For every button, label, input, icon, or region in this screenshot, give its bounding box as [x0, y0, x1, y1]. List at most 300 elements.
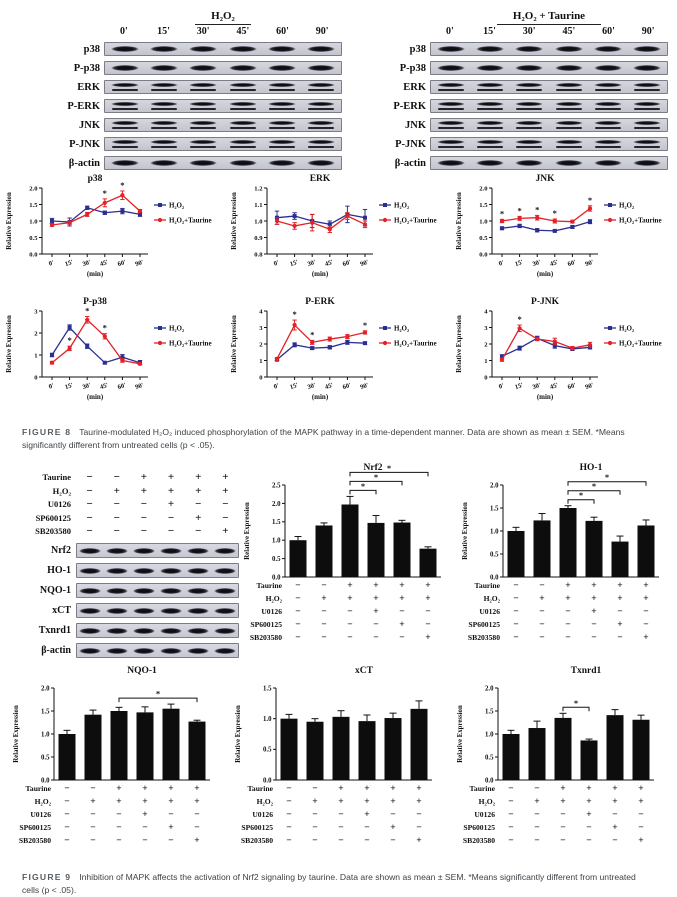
x-tick-label: 30': [531, 258, 542, 269]
protein-band: [555, 102, 583, 106]
timepoint-label: 30': [196, 26, 210, 37]
series-line: [52, 208, 140, 222]
treatment-sign: −: [508, 783, 514, 794]
figure8-blot-panels: [0, 0, 675, 172]
figure8-caption-label: FIGURE 8: [22, 427, 72, 437]
bar: [607, 715, 624, 780]
data-point: [293, 323, 297, 327]
data-point: [85, 206, 89, 210]
blot-row: [50, 137, 342, 151]
line-chart-p-jnk: [452, 295, 677, 418]
figure9-caption-label: FIGURE 9: [22, 871, 72, 882]
treatment-sign: +: [390, 796, 396, 807]
legend-marker: [383, 341, 387, 345]
treatment-sign: +: [116, 796, 122, 807]
treatment-sign: −: [90, 809, 96, 820]
treatment-sign: +: [338, 796, 344, 807]
treatment-sign: +: [643, 593, 649, 604]
treatment-sign: +: [416, 796, 422, 807]
treatment-label: Taurine: [469, 783, 495, 793]
y-tick-label: 0.5: [263, 746, 272, 754]
bar: [534, 520, 551, 577]
treatment-label: U0126: [30, 809, 51, 819]
treatment-label: H₂O₂: [34, 796, 51, 806]
protein-band: [555, 140, 583, 144]
protein-band: [515, 46, 543, 52]
protein-band: [160, 628, 182, 634]
sig-bracket: [350, 472, 428, 476]
y-tick-label: 0.5: [29, 234, 38, 242]
bar-chart-txnrd1: [452, 662, 674, 863]
y-tick-label: 1.1: [254, 201, 263, 209]
data-point: [363, 341, 367, 345]
treatment-sign: +: [560, 796, 566, 807]
data-point: [68, 221, 72, 225]
treatment-sign: −: [64, 822, 70, 833]
line-chart-svg: [2, 172, 226, 290]
protein-band: [594, 83, 622, 87]
legend-marker: [608, 326, 612, 330]
treatment-sign: +: [612, 783, 618, 794]
treatment-sign: −: [142, 835, 148, 846]
blot-strip: [76, 563, 239, 578]
data-point: [120, 209, 124, 213]
treatment-label: SP600125: [463, 822, 495, 832]
data-point: [293, 224, 297, 228]
chart-title: ERK: [309, 174, 331, 184]
treatment-sign: −: [425, 606, 431, 617]
treatment-sign: −: [295, 606, 301, 617]
data-point: [138, 362, 142, 366]
y-tick-label: 3: [34, 308, 38, 316]
x-axis-label: (min): [86, 393, 104, 401]
bar: [359, 721, 376, 780]
bar: [163, 708, 180, 779]
y-tick-label: 0.0: [29, 251, 38, 259]
protein-band: [160, 568, 182, 574]
protein-band: [111, 102, 139, 106]
bar: [638, 525, 655, 577]
timepoint-label: 45': [236, 26, 250, 37]
protein-band: [476, 83, 504, 87]
protein-band: [268, 121, 296, 125]
treatment-sign: +: [565, 593, 571, 604]
treatment-sign: −: [64, 809, 70, 820]
blot-row: [376, 118, 668, 132]
treatment-sign: +: [194, 783, 200, 794]
protein-band: [633, 160, 661, 166]
protein-label: p38: [83, 43, 100, 55]
protein-band: [133, 648, 155, 654]
protein-band: [437, 102, 465, 106]
legend-marker: [158, 203, 162, 207]
sig-bracket: [568, 481, 646, 485]
data-point: [103, 211, 107, 215]
x-tick-label: 30': [531, 381, 542, 392]
blot-strip: [430, 42, 668, 56]
treatment-sign: +: [321, 593, 327, 604]
treatment-label: SP600125: [35, 512, 71, 523]
treatment-sign: −: [347, 606, 353, 617]
figure8-line-charts-row2: [0, 295, 675, 418]
treatment-sign: +: [399, 593, 405, 604]
protein-band: [111, 121, 139, 125]
data-point: [553, 339, 557, 343]
protein-label: Txnrd1: [38, 625, 71, 637]
treatment-sign: −: [167, 511, 175, 524]
treatment-sign: +: [612, 796, 618, 807]
protein-band: [633, 121, 661, 125]
treatment-label: SP600125: [241, 822, 273, 832]
protein-band: [187, 608, 209, 614]
treatment-sign: +: [168, 796, 174, 807]
protein-band: [189, 46, 217, 52]
blot-row: [14, 603, 239, 618]
protein-band: [187, 628, 209, 634]
axes: [54, 688, 210, 780]
protein-band: [189, 65, 217, 71]
protein-band: [150, 102, 178, 106]
treatment-sign: −: [586, 822, 592, 833]
bar-chart-svg: [452, 662, 670, 858]
protein-band: [307, 140, 335, 144]
blot-row: [376, 99, 668, 113]
treatment-sign: −: [416, 822, 422, 833]
blot-header: [104, 8, 342, 25]
sig-asterisk: *: [591, 480, 597, 491]
blot-strip: [104, 118, 342, 132]
blot-row: [14, 643, 239, 658]
treatment-label: H₂O₂: [483, 593, 500, 603]
treatment-sign: +: [390, 822, 396, 833]
protein-band: [268, 46, 296, 52]
y-tick-label: 1.0: [41, 731, 50, 739]
protein-band: [515, 102, 543, 106]
y-tick-label: 0.0: [263, 777, 272, 785]
protein-label: p38: [409, 43, 426, 55]
treatment-sign: +: [534, 796, 540, 807]
axes: [267, 311, 373, 377]
sig-asterisk: *: [310, 329, 315, 340]
protein-band: [555, 160, 583, 166]
x-tick-label: 60': [341, 258, 353, 269]
blot-panel-h2o2-taurine: [376, 8, 668, 170]
data-point: [363, 216, 367, 220]
series-line: [52, 320, 140, 364]
blot-timepoints: [104, 26, 342, 37]
bar: [508, 531, 525, 577]
treatment-sign: −: [222, 498, 229, 511]
protein-label: ERK: [403, 81, 426, 93]
treatment-sign: +: [364, 809, 370, 820]
y-tick-label: 1.0: [254, 218, 263, 226]
protein-band: [633, 65, 661, 71]
x-tick-label: 15': [514, 381, 525, 392]
bar-chart-svg: [457, 459, 675, 655]
protein-band: [307, 65, 335, 71]
protein-band: [111, 65, 139, 71]
treatment-sign: +: [140, 471, 148, 484]
x-axis-label: (min): [311, 270, 329, 278]
protein-band: [111, 83, 139, 87]
protein-band: [79, 628, 101, 634]
protein-band: [106, 608, 128, 614]
data-point: [50, 223, 54, 227]
treatment-sign: +: [617, 619, 623, 630]
sig-asterisk: *: [535, 204, 540, 215]
protein-band: [594, 140, 622, 144]
y-tick-label: 1.0: [29, 218, 38, 226]
data-point: [588, 220, 592, 224]
sig-asterisk: *: [67, 335, 72, 346]
treatment-sign: +: [347, 580, 353, 591]
timepoint-label: 60': [602, 26, 615, 37]
protein-band: [189, 160, 217, 166]
blot-strip: [430, 61, 668, 75]
bar: [411, 708, 428, 779]
data-point: [535, 216, 539, 220]
protein-label: ERK: [77, 81, 100, 93]
blot-row: [376, 61, 668, 75]
y-tick-label: 3: [259, 324, 263, 332]
treatment-sign: −: [286, 822, 292, 833]
data-point: [103, 361, 107, 365]
treatment-sign: −: [312, 822, 318, 833]
treatment-sign: −: [508, 809, 514, 820]
data-point: [328, 345, 332, 349]
treatment-sign: +: [539, 593, 545, 604]
x-tick-label: 90': [584, 381, 595, 392]
treatment-sign: +: [565, 580, 571, 591]
line-chart-p38: [2, 172, 227, 295]
x-tick-label: 60': [566, 258, 578, 269]
protein-band: [229, 121, 257, 125]
sig-bracket: [350, 481, 402, 485]
timepoint-label: 0': [119, 26, 128, 37]
data-point: [518, 326, 522, 330]
chart-title: p38: [87, 174, 103, 184]
data-point: [328, 337, 332, 341]
protein-band: [150, 140, 178, 144]
bar: [503, 734, 520, 780]
data-point: [85, 318, 89, 322]
protein-band: [633, 102, 661, 106]
legend-marker: [383, 218, 387, 222]
blot-row: [50, 61, 342, 75]
x-tick-label: 45': [99, 258, 110, 269]
treatment-sign: +: [338, 783, 344, 794]
x-tick-label: 90': [134, 381, 145, 392]
y-tick-label: 1.0: [272, 537, 281, 545]
axes: [276, 688, 432, 780]
protein-band: [437, 160, 465, 166]
treatment-label: H₂O₂: [52, 485, 71, 496]
chart-title: P-ERK: [305, 297, 335, 307]
data-point: [103, 201, 107, 205]
treatment-sign: +: [399, 619, 405, 630]
bar: [333, 716, 350, 779]
line-chart-svg: [227, 172, 451, 290]
bar: [342, 504, 359, 576]
treatment-sign: +: [390, 783, 396, 794]
blot-strip: [104, 80, 342, 94]
sig-asterisk: *: [292, 309, 297, 320]
y-tick-label: 1.0: [263, 715, 272, 723]
data-point: [588, 343, 592, 347]
treatment-sign: +: [591, 593, 597, 604]
treatment-sign: −: [295, 619, 301, 630]
treatment-sign: −: [364, 835, 370, 846]
x-tick-label: 60': [116, 258, 128, 269]
blot-row: [376, 156, 668, 170]
protein-band: [189, 140, 217, 144]
protein-band: [160, 608, 182, 614]
treatment-sign: −: [513, 580, 519, 591]
protein-label: P-p38: [73, 62, 100, 74]
protein-band: [268, 102, 296, 106]
y-tick-label: 1: [34, 352, 38, 360]
protein-band: [111, 46, 139, 52]
y-axis-label: Relative Expression: [456, 192, 463, 250]
legend-marker: [158, 341, 162, 345]
timepoint-label: 60': [276, 26, 289, 37]
blot-strip: [76, 603, 239, 618]
treatment-sign: −: [321, 619, 327, 630]
protein-band: [437, 83, 465, 87]
treatment-sign: −: [286, 796, 292, 807]
treatment-sign: +: [312, 796, 318, 807]
sig-bracket: [568, 499, 594, 503]
protein-band: [79, 548, 101, 554]
treatment-sign: −: [565, 606, 571, 617]
treatment-label: H₂O₂: [256, 796, 273, 806]
bar: [586, 521, 603, 577]
bar: [560, 508, 577, 577]
protein-band: [515, 83, 543, 87]
protein-band: [229, 65, 257, 71]
treatment-sign: +: [168, 783, 174, 794]
treatment-label: SB203580: [462, 835, 495, 845]
treatment-sign: −: [591, 619, 597, 630]
treatment-sign: −: [312, 783, 318, 794]
protein-band: [214, 608, 236, 614]
treatment-sign: −: [113, 525, 120, 538]
y-axis-label: Relative Expression: [6, 192, 13, 250]
y-tick-label: 1.5: [490, 505, 499, 513]
x-tick-label: 45': [99, 381, 110, 392]
bar-chart-xct: [230, 662, 452, 863]
treatment-sign: −: [195, 498, 202, 511]
sig-bracket: [119, 698, 197, 702]
legend-label: H₂O₂: [169, 324, 185, 333]
protein-band: [555, 46, 583, 52]
protein-band: [437, 140, 465, 144]
protein-band: [133, 548, 155, 554]
treatment-sign: −: [560, 809, 566, 820]
protein-band: [594, 160, 622, 166]
blot-row: [376, 80, 668, 94]
y-tick-label: 2.0: [272, 500, 281, 508]
treatment-label: SB203580: [18, 835, 51, 845]
sig-asterisk: *: [386, 462, 392, 473]
treatment-label: Taurine: [247, 783, 273, 793]
x-tick-label: 15': [514, 258, 525, 269]
bar: [581, 740, 598, 780]
protein-label: β-actin: [68, 157, 100, 169]
treatment-sign: −: [113, 498, 120, 511]
bar: [316, 525, 333, 577]
bar: [85, 714, 102, 779]
treatment-sign: −: [643, 619, 649, 630]
protein-band: [189, 102, 217, 106]
protein-band: [437, 46, 465, 52]
y-tick-label: 1.5: [485, 708, 494, 716]
x-tick-label: 15': [289, 258, 300, 269]
protein-label: Nrf2: [51, 545, 71, 557]
treatment-sign: −: [338, 822, 344, 833]
treatment-sign: −: [194, 822, 200, 833]
legend-marker: [383, 203, 387, 207]
protein-band: [476, 65, 504, 71]
treatment-sign: −: [286, 835, 292, 846]
treatment-sign: +: [347, 593, 353, 604]
treatment-sign: −: [534, 783, 540, 794]
protein-band: [187, 568, 209, 574]
timepoint-label: 30': [522, 26, 536, 37]
treatment-label: H₂O₂: [265, 593, 282, 603]
treatment-sign: −: [338, 809, 344, 820]
x-tick-label: 30': [306, 381, 317, 392]
legend-label: H₂O₂: [619, 324, 635, 333]
blot-treatment-title: H₂O₂: [195, 10, 251, 25]
y-tick-label: 1: [484, 357, 488, 365]
treatment-sign: −: [167, 525, 175, 538]
figure8-line-charts-row1: [0, 172, 675, 295]
treatment-sign: −: [508, 835, 514, 846]
treatment-label: SB203580: [467, 632, 500, 642]
blot-treatment-title: H₂O₂ + Taurine: [497, 10, 601, 25]
y-tick-label: 0.5: [479, 234, 488, 242]
bar: [137, 712, 154, 780]
line-chart-svg: [452, 172, 676, 290]
x-tick-label: 30': [81, 258, 92, 269]
treatment-sign: +: [638, 835, 644, 846]
sig-asterisk: *: [578, 489, 584, 500]
legend-label: H₂O₂+Taurine: [619, 216, 662, 225]
blot-strip: [104, 156, 342, 170]
data-point: [535, 228, 539, 232]
sig-asterisk: *: [102, 187, 107, 198]
protein-band: [555, 65, 583, 71]
data-point: [293, 214, 297, 218]
sig-asterisk: *: [552, 208, 557, 219]
protein-band: [133, 568, 155, 574]
y-tick-label: 2.0: [41, 685, 50, 693]
legend-label: H₂O₂: [619, 201, 635, 210]
sig-asterisk: *: [85, 305, 90, 316]
bar-chart-ho-1: [457, 459, 675, 660]
protein-band: [307, 83, 335, 87]
y-axis-label: Relative Expression: [462, 501, 469, 560]
line-chart-svg: [227, 295, 451, 413]
treatment-sign: +: [425, 632, 431, 643]
treatment-label: SP600125: [19, 822, 51, 832]
figure9-blot-panel: [14, 459, 239, 660]
bar: [529, 728, 546, 780]
blot-row: [50, 99, 342, 113]
treatment-sign: +: [222, 525, 229, 538]
y-tick-label: 0.5: [485, 754, 494, 762]
